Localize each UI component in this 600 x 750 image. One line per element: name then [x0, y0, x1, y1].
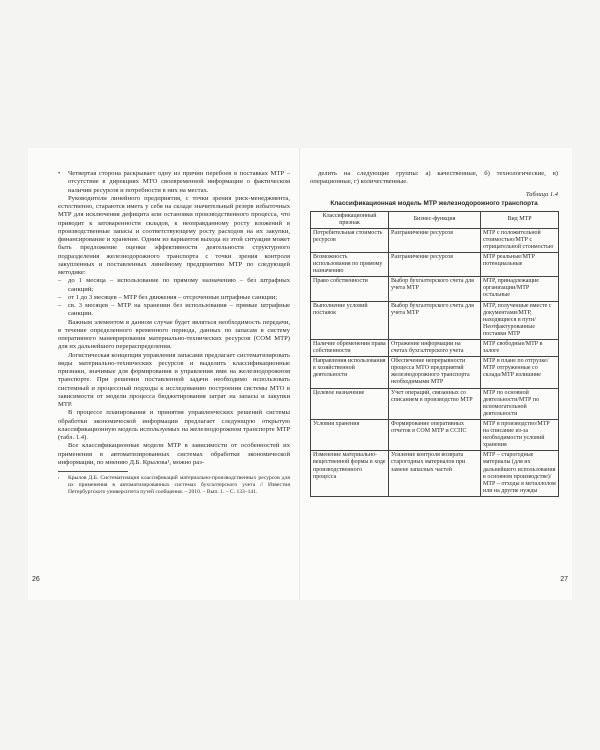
dash-item-2: [58, 294, 290, 302]
cell-mtr-type: МТР в производство/МТР на списание из-за необходимости условий хранения: [481, 419, 559, 450]
cell-business-function: Учет операций, связанных со списанием в производство МТР: [389, 388, 481, 419]
table-number: Таблица 1.4: [525, 190, 558, 198]
cell-feature: Условия хранения: [311, 419, 389, 450]
cell-mtr-type: МТР – старогодные материалы (для их дальнейшего использования в основном производстве)/МТР – отходы в металлолом или на другие нужды: [481, 451, 559, 497]
right-page-column: [310, 148, 558, 497]
classification-table: [310, 211, 559, 497]
table-row: [311, 252, 559, 276]
cell-business-function: Разграничение ресурсов: [389, 252, 481, 276]
dash-mark: –: [58, 302, 62, 309]
cell-feature: Возможность использования по прямому назначению: [311, 252, 389, 276]
header-business-function: Бизнес-функция: [389, 211, 481, 228]
paragraph-4: В процессе планирования и принятия управленческих решений системы обработки экономической информации предлагает следующую открытую классификационную модель используемых на железнодорожном транспорте МТР (табл. 1.4).: [58, 409, 290, 441]
left-page: [28, 148, 300, 600]
table-row: [311, 228, 559, 252]
cell-business-function: Обеспечение непрерывности процесса МТО предприятий железнодорожного транспорта необходимыми МТР: [389, 357, 481, 388]
cell-business-function: Усиление контроля возврата старогодных материалов при замене запасных частей: [389, 451, 481, 497]
paragraph-1: Руководители линейного предприятия, с точки зрения риск-менеджмента, естественно, стараются иметь у себя на складе значительный резерв избыточных МТР для исключения дефицита или остановки производственного процесса, что приводит к затоваренности складов, к неоправданному росту вложений в производственные запасы и соответствующему росту расходов на их закупки, финансирование и хранение. Одним из вариантов выхода из этой ситуации может быть предложение оценки эффективности деятельности структурного подразделения железнодорожного транспорта с точки зрения контроля закупленных и поставленных линейному предприятию МТР по следующей методике:: [58, 194, 290, 276]
table-row: [311, 388, 559, 419]
bullet-1-text: Четвертая сторона раскрывает одну из причин перебоев в поставках МТР – отсутствие в дирекциях МТО своевременной информации о фактическом наличии ресурсов и потребности в них на местах.: [68, 170, 290, 194]
table-row: [311, 277, 559, 301]
cell-feature: Выполнение условий поставок: [311, 301, 389, 339]
table-row: [311, 419, 559, 450]
cell-mtr-type: МТР, полученные вместе с документами/МТР, находящиеся в пути/Неотфактурованные поставки МТР: [481, 301, 559, 339]
footnote-text: Крылов Д.Б. Систематизация классификаций материально-производственных ресурсов для их применения в автоматизированных системах бухгалтерского учета // Известия Петербургского университета путей сообщения. – 2010. – Вып. 1. – С. 133–141.: [68, 475, 290, 496]
left-page-column: [58, 148, 290, 496]
cell-feature: Право собственности: [311, 277, 389, 301]
cell-mtr-type: МТР с положительной стоимостью/МТР с отрицательной стоимостью: [481, 228, 559, 252]
dash-3-text: св. 3 месяцев – МТР на хранении без использования – прямые штрафные санкции.: [68, 302, 290, 318]
footnote-mark: ¹: [58, 476, 60, 481]
cell-mtr-type: МТР свободные/МТР в залоге: [481, 340, 559, 357]
table-row: [311, 301, 559, 339]
page-number-right: 27: [560, 576, 568, 583]
cell-feature: Направления использования в хозяйственной деятельности: [311, 357, 389, 388]
table-header-row: [311, 211, 559, 228]
footnote-rule: [58, 471, 128, 472]
table-row: [311, 451, 559, 497]
cell-business-function: Разграничение ресурсов: [389, 228, 481, 252]
cell-business-function: Выбор бухгалтерского счета для учета МТР: [389, 301, 481, 339]
cell-business-function: Отражение информации на счетах бухгалтерского учета: [389, 340, 481, 357]
dash-2-text: от 1 до 3 месяцев – МТР без движения – отсроченные штрафные санкции;: [68, 293, 278, 301]
dash-mark: –: [58, 293, 62, 301]
cell-business-function: Формирование оперативных отчетов в СОМ МТР и ССПС: [389, 419, 481, 450]
footnote: [58, 475, 290, 496]
bullet-mark: •: [58, 170, 61, 177]
cell-mtr-type: МТР реальные/МТР потенциальные: [481, 252, 559, 276]
dash-mark: –: [58, 277, 62, 285]
dash-1-text: до 1 месяца – использование по прямому назначению – без штрафных санкций;: [68, 277, 290, 293]
cell-feature: Изменение материально-вещественной формы в ходе производственного процесса: [311, 451, 389, 497]
right-page: [300, 148, 572, 600]
bullet-paragraph: [58, 170, 290, 195]
right-intro-text: делить на следующие группы: а) качественные, б) технологические, в) операционные, г) количественные.: [310, 170, 558, 186]
dash-item-3: [58, 302, 290, 319]
header-mtr-type: Вид МТР: [481, 211, 559, 228]
cell-mtr-type: МТР по основной деятельности/МТР по вспомогательной деятельности: [481, 388, 559, 419]
dash-item-1: [58, 277, 290, 294]
cell-feature: Потребительная стоимость ресурсов: [311, 228, 389, 252]
cell-feature: Наличие обременения права собственности: [311, 340, 389, 357]
table-row: [311, 340, 559, 357]
paragraph-5: Все классификационные модели МТР в зависимости от особенностей их применения в автоматизированных системах обработки экономической информации, по мнению Д.Б. Крылова¹, можно раз-: [58, 442, 290, 466]
paragraph-2: Важным элементом в данном случае будет являться необходимость передачи, в течение определенного временного периода, данных по запасам в систему оперативного маневрирования материально-технических ресурсов (СОМ МТР) для их дальнейшего перераспределения.: [58, 318, 290, 351]
cell-mtr-type: МТР, принадлежащие организации/МТР остальные: [481, 277, 559, 301]
cell-business-function: Выбор бухгалтерского счета для учета МТР: [389, 277, 481, 301]
header-feature: Классификационный признак: [311, 211, 389, 228]
paragraph-3: Логистическая концепция управления запасами предлагает систематизировать виды материально-технических ресурсов и выделить классификационные признаки, значимые для формирования и управления ими на железнодорожном транспорте. При решении поставленной задачи необходимо использовать системный и процессный подходы к исследованию построения системы МТО в зависимости от модели процесса бюджетирования затрат на запасы и закупки МТР.: [58, 351, 290, 408]
cell-feature: Целевое назначение: [311, 388, 389, 419]
table-title: Классификационная модель МТР железнодорожного транспорта: [330, 199, 538, 207]
page-number-left: 26: [32, 576, 40, 583]
table-row: [311, 357, 559, 388]
cell-mtr-type: МТР в плане по отгрузке/МТР отгруженные со склада/МТР излишние: [481, 357, 559, 388]
